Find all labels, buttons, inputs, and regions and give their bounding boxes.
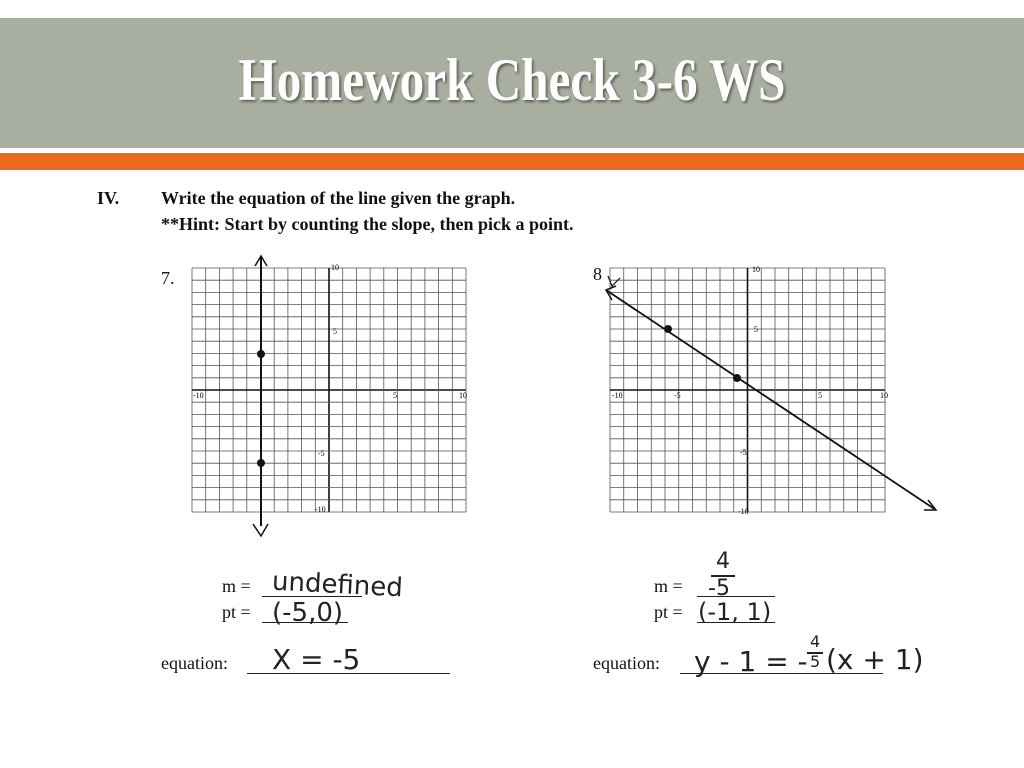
problem-7-m-label: m = xyxy=(222,576,251,596)
g7-tick-5: 5 xyxy=(393,391,397,400)
slide-title: Homework Check 3-6 WS xyxy=(238,47,786,113)
g8-tick-neg5x: -5 xyxy=(674,391,681,400)
problem-8-equation-right: (x + 1) xyxy=(826,643,924,676)
graph-8 xyxy=(600,258,945,520)
g8-tick-neg5y: -5 xyxy=(740,448,747,457)
g7-tick-right: 10 xyxy=(459,391,467,400)
g7-tick-left: -10 xyxy=(193,391,204,400)
problem-8-equation-label: equation: xyxy=(593,653,660,673)
problem-7-m-answer: undefined xyxy=(271,566,404,604)
problem-8-pt-answer: (-1, 1) xyxy=(698,598,772,626)
g8-tick-bottom: -10 xyxy=(738,507,749,516)
g7-tick-up5: 5 xyxy=(333,327,337,336)
problem-7-pt-answer: (-5,0) xyxy=(272,598,344,628)
graph-8-grid xyxy=(610,268,885,512)
problem-8-equation-left: y - 1 = - xyxy=(694,645,808,678)
problem-8-m-label: m = xyxy=(654,576,683,596)
g8-tick-left: -10 xyxy=(612,391,623,400)
g8-tick-top: 10 xyxy=(752,265,760,274)
problem-8-m-numerator: 4 xyxy=(716,549,730,574)
problem-8-equation-numerator: 4 xyxy=(810,632,821,651)
g7-tick-top: 10 xyxy=(331,263,339,272)
g8-tick-up5: 5 xyxy=(754,325,758,334)
problem-8-number: 8 xyxy=(593,264,602,284)
problem-7-number: 7. xyxy=(161,268,175,288)
instruction-text: Write the equation of the line given the graph. xyxy=(161,188,516,208)
problem-8-pt-label: pt = xyxy=(654,602,683,622)
problem-8-m-denominator: -5 xyxy=(708,576,730,601)
problem-7-equation-label: equation: xyxy=(161,653,228,673)
graph-8-line xyxy=(606,290,936,510)
problem-7-pt-label: pt = xyxy=(222,602,251,622)
title-bar xyxy=(0,18,1024,148)
g8-tick-right: 10 xyxy=(880,391,888,400)
accent-bar xyxy=(0,153,1024,170)
graph-7 xyxy=(185,248,475,540)
graph-7-grid xyxy=(192,268,466,512)
problem-8-equation-denominator: 5 xyxy=(810,652,821,671)
g7-tick-neg5: -5 xyxy=(318,449,325,458)
graph-8-point-lower xyxy=(733,374,741,382)
graph-7-point-lower xyxy=(257,459,265,467)
section-number: IV. xyxy=(97,188,120,208)
graph-7-point-upper xyxy=(257,350,265,358)
g7-tick-bottom: -10 xyxy=(315,505,326,514)
hint-text: **Hint: Start by counting the slope, then pick a point. xyxy=(161,214,574,234)
problem-7-equation-answer: X = -5 xyxy=(272,643,361,676)
graph-8-point-upper xyxy=(664,325,672,333)
g8-tick-5x: 5 xyxy=(818,391,822,400)
